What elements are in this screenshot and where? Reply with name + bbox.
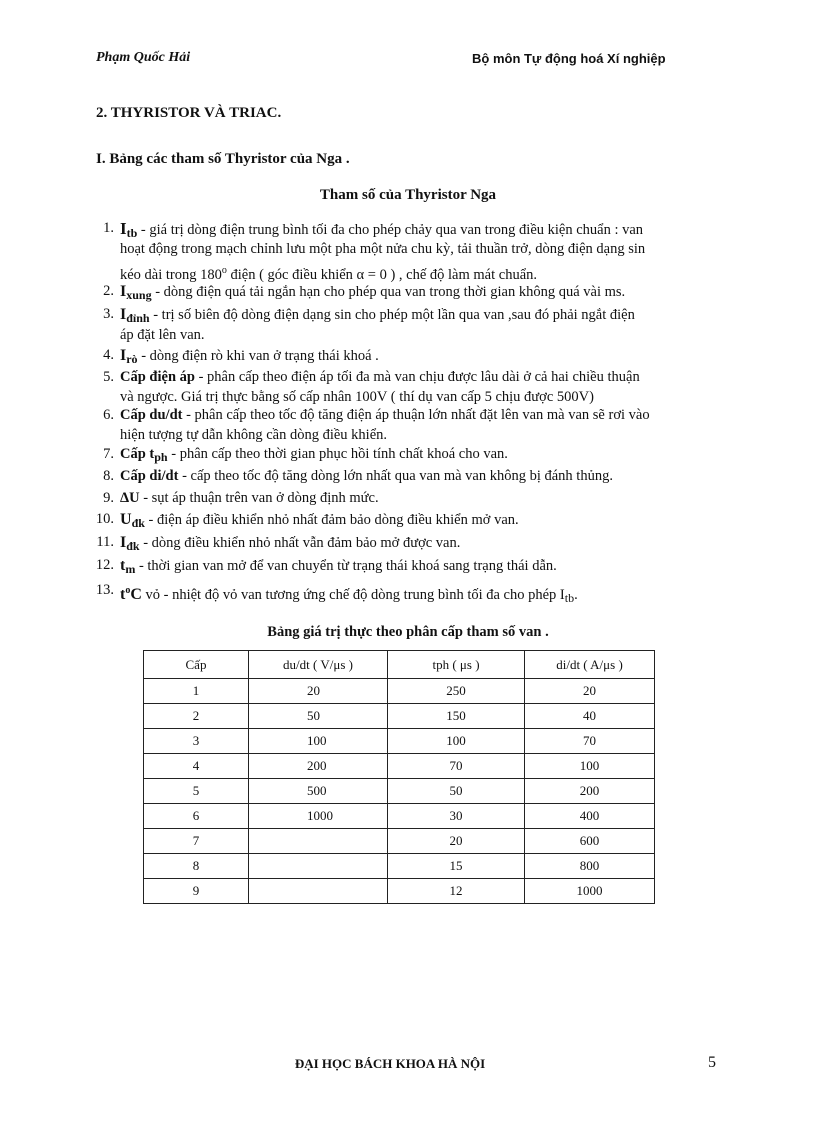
table-cell: 500 bbox=[249, 779, 388, 804]
table-cell: 8 bbox=[144, 854, 249, 879]
table-cell: 1 bbox=[144, 679, 249, 704]
table-row bbox=[144, 754, 655, 779]
table-header-row bbox=[144, 651, 655, 679]
column-header: di/dt ( A/μs ) bbox=[525, 651, 655, 679]
table-cell: 70 bbox=[525, 729, 655, 754]
table-cell: 20 bbox=[525, 679, 655, 704]
table-row bbox=[144, 879, 655, 904]
table-cell: 250 bbox=[388, 679, 525, 704]
table-cell: 20 bbox=[388, 829, 525, 854]
table-cell: 7 bbox=[144, 829, 249, 854]
table-cell: 6 bbox=[144, 804, 249, 829]
column-header: tph ( μs ) bbox=[388, 651, 525, 679]
table-cell bbox=[249, 854, 388, 879]
table-cell: 12 bbox=[388, 879, 525, 904]
table-cell: 40 bbox=[525, 704, 655, 729]
table-cell bbox=[249, 829, 388, 854]
table-cell: 1000 bbox=[249, 804, 388, 829]
table-row bbox=[144, 779, 655, 804]
table-cell: 200 bbox=[525, 779, 655, 804]
table-body bbox=[144, 679, 655, 904]
table-cell: 3 bbox=[144, 729, 249, 754]
table-row bbox=[144, 854, 655, 879]
table-cell: 30 bbox=[388, 804, 525, 829]
table-cell: 100 bbox=[249, 729, 388, 754]
table-row bbox=[144, 729, 655, 754]
table-row bbox=[144, 704, 655, 729]
footer-university: ĐẠI HỌC BÁCH KHOA HÀ NỘI bbox=[294, 1056, 486, 1071]
table-cell: 150 bbox=[388, 704, 525, 729]
table-cell: 15 bbox=[388, 854, 525, 879]
table-cell: 9 bbox=[144, 879, 249, 904]
page-number: 5 bbox=[708, 1054, 716, 1071]
table-cell: 5 bbox=[144, 779, 249, 804]
table-row bbox=[144, 679, 655, 704]
table-cell: 100 bbox=[525, 754, 655, 779]
header-department: Bộ môn Tự động hoá Xí nghiệp bbox=[472, 51, 666, 66]
table-row bbox=[144, 804, 655, 829]
table-cell: 400 bbox=[525, 804, 655, 829]
table-cell bbox=[249, 879, 388, 904]
table-cell: 50 bbox=[249, 704, 388, 729]
table-cell: 600 bbox=[525, 829, 655, 854]
subsection-heading: I. Bảng các tham số Thyristor của Nga . bbox=[96, 151, 350, 167]
table-cell: 20 bbox=[249, 679, 388, 704]
column-header: du/dt ( V/μs ) bbox=[249, 651, 388, 679]
table-cell: 2 bbox=[144, 704, 249, 729]
table-cell: 800 bbox=[525, 854, 655, 879]
table-cell: 4 bbox=[144, 754, 249, 779]
table-title: Bảng giá trị thực theo phân cấp tham số van . bbox=[267, 624, 549, 640]
header-author: Phạm Quốc Hải bbox=[96, 50, 191, 65]
table-cell: 50 bbox=[388, 779, 525, 804]
table-cell: 70 bbox=[388, 754, 525, 779]
column-header: Cấp bbox=[144, 651, 249, 679]
params-title: Tham số của Thyristor Nga bbox=[319, 187, 497, 203]
section-heading: 2. THYRISTOR VÀ TRIAC. bbox=[96, 105, 282, 121]
table-cell: 200 bbox=[249, 754, 388, 779]
table-cell: 1000 bbox=[525, 879, 655, 904]
values-table bbox=[143, 650, 655, 904]
table-cell: 100 bbox=[388, 729, 525, 754]
table-row bbox=[144, 829, 655, 854]
